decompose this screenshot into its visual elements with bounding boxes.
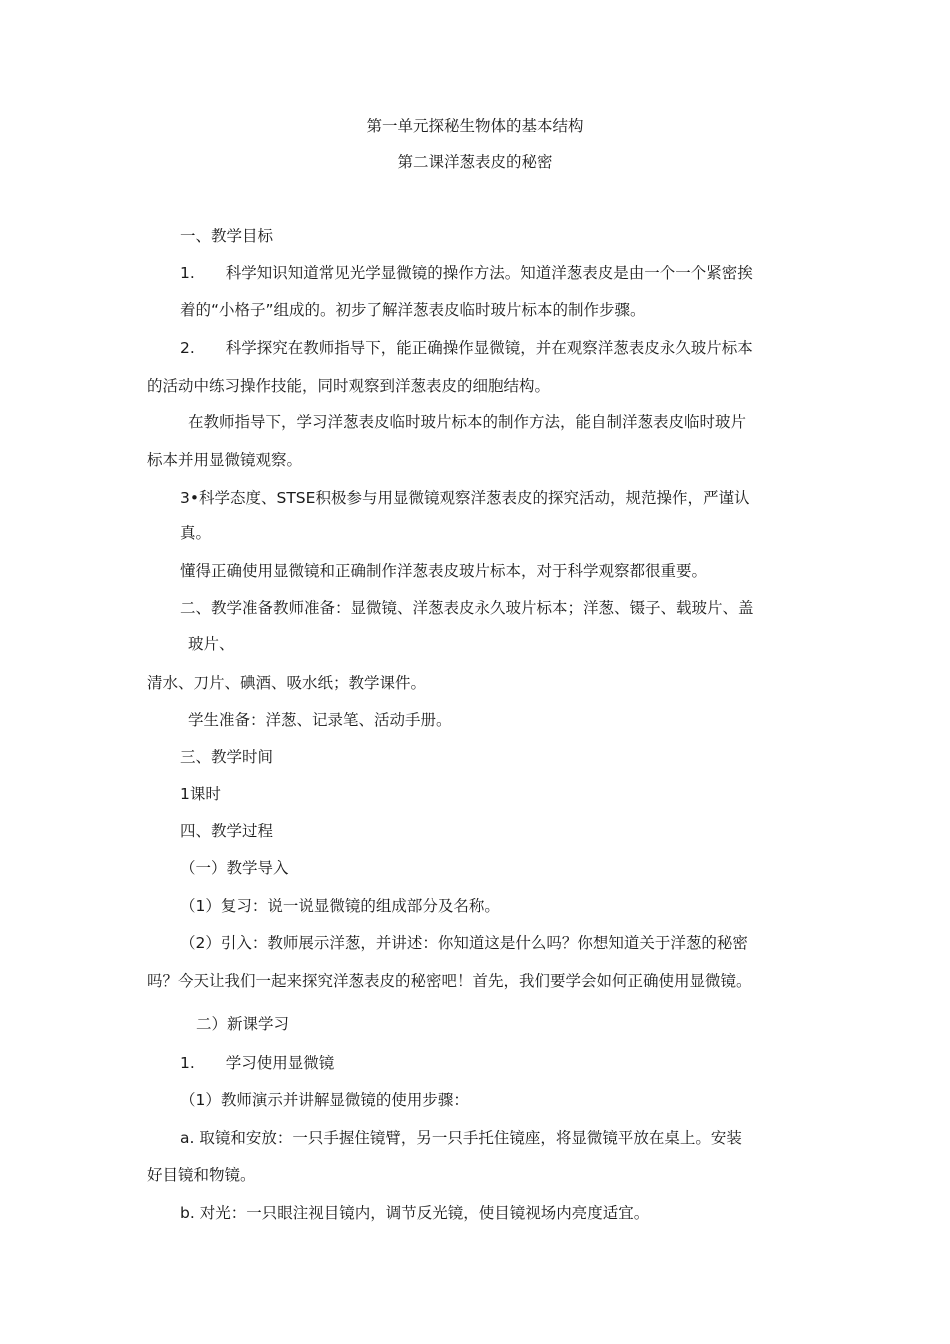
paragraph-line: 清水、刀片、碘酒、吸水纸；教学课件。	[147, 674, 427, 692]
paragraph-line: （2）引入：教师展示洋葱，并讲述：你知道这是什么吗？你想知道关于洋葱的秘密	[180, 934, 748, 952]
paragraph-line: 3•科学态度、STSE积极参与用显微镜观察洋葱表皮的探究活动，规范操作，严谨认	[180, 489, 750, 507]
paragraph-line: 学生准备：洋葱、记录笔、活动手册。	[188, 711, 452, 729]
paragraph-line: 玻片、	[188, 635, 235, 653]
section-heading: 四、教学过程	[180, 822, 274, 840]
paragraph-line: b. 对光：一只眼注视目镜内，调节反光镜，使目镜视场内亮度适宜。	[180, 1204, 650, 1222]
paragraph-line: 真。	[180, 524, 212, 542]
paragraph-line: 吗？今天让我们一起来探究洋葱表皮的秘密吧！首先，我们要学会如何正确使用显微镜。	[147, 972, 752, 990]
paragraph-line: （1）复习：说一说显微镜的组成部分及名称。	[180, 897, 500, 915]
paragraph-line: 标本并用显微镜观察。	[147, 451, 303, 469]
paragraph-line: 懂得正确使用显微镜和正确制作洋葱表皮玻片标本，对于科学观察都很重要。	[180, 562, 708, 580]
subsection-heading: （一）教学导入	[180, 859, 289, 877]
paragraph-line: 1. 学习使用显微镜	[180, 1054, 335, 1072]
paragraph-line: 着的“小格子”组成的。初步了解洋葱表皮临时玻片标本的制作步骤。	[180, 301, 646, 319]
paragraph-line: 的活动中练习操作技能，同时观察到洋葱表皮的细胞结构。	[147, 377, 551, 395]
paragraph-line: （1）教师演示并讲解显微镜的使用步骤：	[180, 1091, 469, 1109]
subsection-heading: 二）新课学习	[196, 1015, 290, 1033]
paragraph-line: 好目镜和物镜。	[147, 1166, 256, 1184]
section-heading: 三、教学时间	[180, 748, 274, 766]
paragraph-line: 2. 科学探究在教师指导下，能正确操作显微镜，并在观察洋葱表皮永久玻片标本	[180, 339, 753, 357]
section-heading: 一、教学目标	[180, 227, 274, 245]
paragraph-line: 在教师指导下，学习洋葱表皮临时玻片标本的制作方法，能自制洋葱表皮临时玻片	[188, 413, 747, 431]
paragraph-line: a. 取镜和安放：一只手握住镜臂，另一只手托住镜座，将显微镜平放在桌上。安装	[180, 1129, 742, 1147]
document-title: 第一单元探秘生物体的基本结构	[366, 117, 584, 135]
paragraph-line: 1. 科学知识知道常见光学显微镜的操作方法。知道洋葱表皮是由一个一个紧密挨	[180, 264, 753, 282]
paragraph-line: 1课时	[180, 785, 221, 803]
document-subtitle: 第二课洋葱表皮的秘密	[397, 153, 553, 171]
section-heading: 二、教学准备教师准备：显微镜、洋葱表皮永久玻片标本；洋葱、镊子、载玻片、盖	[180, 599, 754, 617]
